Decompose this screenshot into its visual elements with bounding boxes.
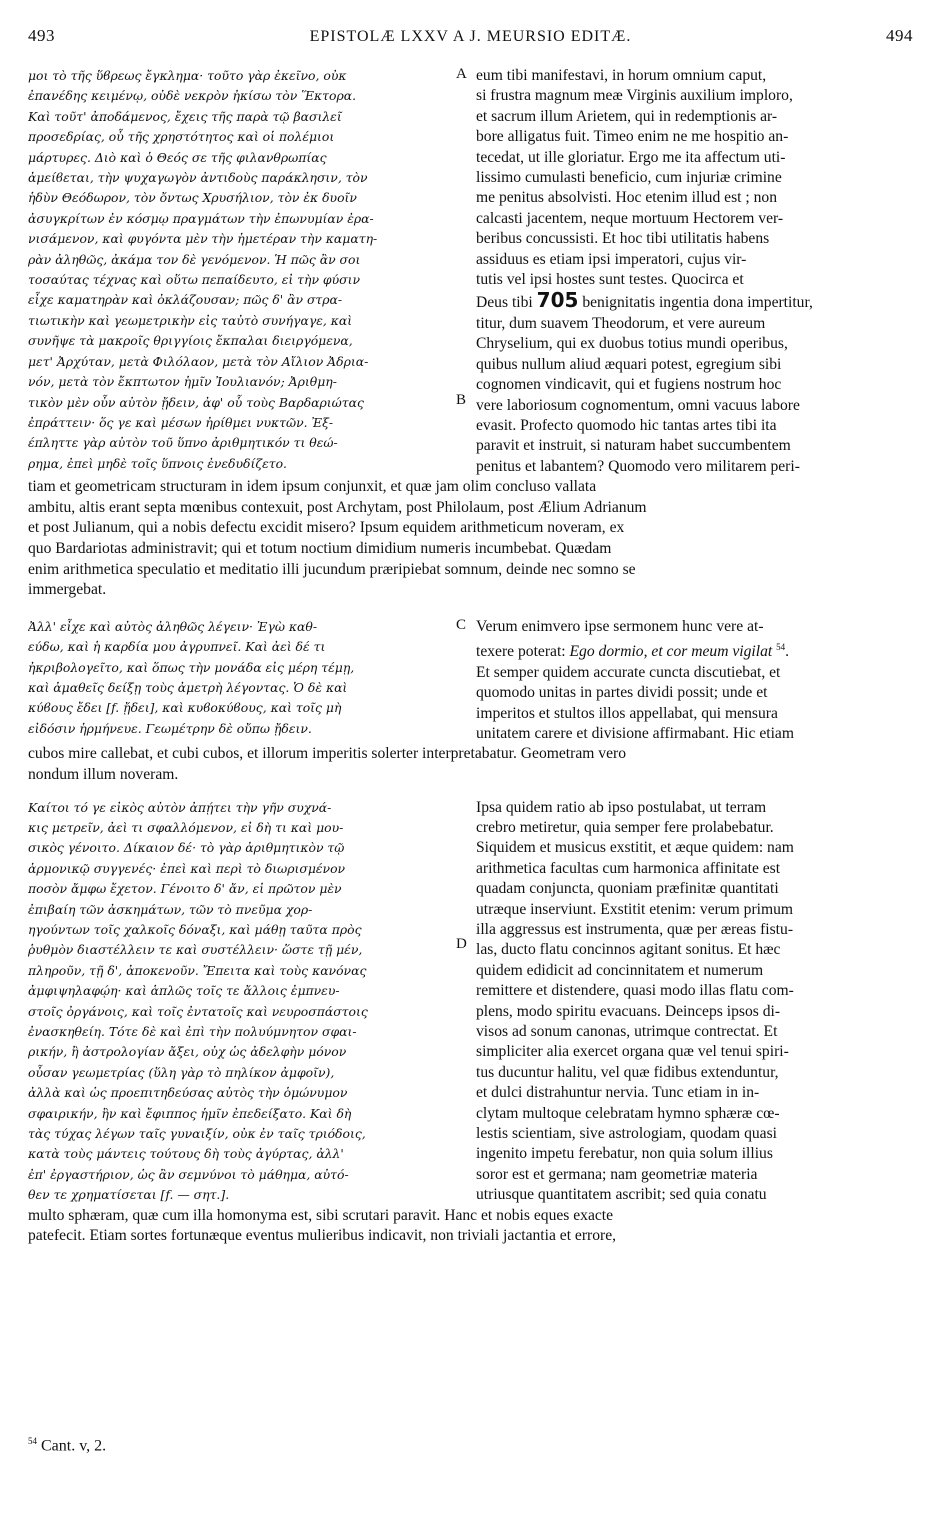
greek-line: ἠκριβολογεῖτο, καὶ ὅπως τὴν μονάδα εἰς μέρη τέμῃ, — [28, 659, 355, 675]
latin-line: me penitus absolvisti. Hoc etenim illud est ; non — [476, 189, 778, 207]
latin-line: crebro metiretur, quia semper fere prolabebatur. — [476, 818, 774, 836]
greek-line: έπληττε γὰρ αὐτὸν τοῦ ὕπνο ἀριθμητικόν τι θεώ- — [28, 435, 338, 451]
full-width-line: multo sphæram, quæ cum illa homonyma est, sibi scrutari paravit. Hanc et nobis eques exacte — [28, 1206, 614, 1224]
latin-line: si frustra magnum meæ Virginis auxilium imploro, — [476, 87, 793, 105]
margin-marker-c: C — [456, 616, 467, 633]
greek-line: θεν τε χρηματίσεται [f. — σητ.]. — [28, 1187, 230, 1203]
latin-line: paravit et instruit, si naturam habet succumbentem — [476, 437, 791, 455]
latin-column — [476, 798, 912, 1206]
greek-line: σφαιρικήν, ἣν καὶ ἔφιππος ἡμῖν ἐπεδείξατο. Καὶ δὴ — [28, 1105, 352, 1121]
latin-column — [476, 66, 912, 477]
full-width-line: patefecit. Etiam sortes fortunæque eventus mulieribus indicavit, non triviali jactantia et errore, — [28, 1227, 617, 1245]
greek-line: Καὶ τοῦτ' ἀποδάμενος, ἔχεις τῆς παρὰ τῷ βασιλεῖ — [28, 108, 342, 124]
greek-column — [28, 798, 458, 1206]
latin-line: quibus nullum aliud æquari potest, egregium sibi — [476, 355, 782, 373]
greek-line: Καίτοι τό γε εἰκὸς αὐτὸν ἀπῄτει τὴν γῆν συχνά- — [28, 799, 332, 815]
latin-text: benignitatis ingentia dona impertitur, — [582, 294, 813, 312]
greek-line: προσεδρίας, οὗ τῆς χρηστότητος καὶ οἱ πολέμιοι — [28, 129, 335, 145]
greek-line: τοσαύτας τέχνας καὶ οὕτω πεπαίδευτο, εἰ τὴν φύσιν — [28, 272, 360, 288]
greek-line: ἀμείϐεται, τὴν ψυχαγωγὸν ἀντιδοὺς παράκλησιν, τὸν — [28, 170, 368, 186]
latin-line: Siquidem et musicus exstitit, et æque quidem: nam — [476, 839, 794, 857]
latin-line: et dulci distrahuntur nervia. Tunc etiam in in- — [476, 1084, 760, 1102]
full-width-line: quo Bardariotas administravit; qui et totum noctium dimidium numeris incumbebat. Quædam — [28, 539, 612, 557]
greek-line: μετ' Ἀρχύταν, μετὰ Φιλόλαον, μετὰ τὸν Αἴλιον Ἀδρια- — [28, 353, 369, 369]
latin-line: titur, dum suavem Theodorum, et vere aureum — [476, 314, 766, 332]
latin-line: et sacrum illum Arietem, qui in redemptionis ar- — [476, 107, 778, 125]
full-width-line: nondum illum noveram. — [28, 765, 179, 783]
greek-line: τιωτικὴν καὶ γεωμετρικὴν εἰς ταὐτὸ συνήγαγε, καὶ — [28, 312, 353, 328]
page-number-right: 494 — [885, 26, 913, 45]
greek-line: ηγούντων τοῖς χαλκοῖς δόναξι, καὶ μάθῃ ταῦτα πρὸς — [28, 921, 362, 937]
latin-line: visos ad sonum canonas, utrimque contrectat. Et — [476, 1022, 778, 1040]
latin-line: Et semper quidem accurate cuncta discutiebat, et — [476, 663, 781, 681]
latin-line: vere laboriosum cognomentum, omni vacuus labore — [476, 396, 800, 414]
latin-line: calcasti jacentem, neque mortuum Hectorem ver- — [476, 209, 784, 227]
latin-line: arithmetica facultas cum harmonica affinitate est — [476, 859, 781, 877]
greek-line: ἀσυγκρίτων ἐν κόσμῳ πραγμάτων τὴν ἐπωνυμίαν ἐρα- — [28, 210, 374, 226]
margin-marker-d: D — [456, 935, 467, 952]
latin-line: soror est et germana; nam geometriæ materia — [476, 1165, 758, 1183]
greek-line: εύδω, καὶ ἡ καρδία μου ἀγρυπνεῖ. Καὶ ἀεὶ δέ τι — [28, 639, 326, 655]
section-1-columns — [28, 66, 913, 477]
page-number-left: 493 — [28, 26, 55, 45]
section-2-columns — [28, 617, 913, 745]
greek-line: ρημα, ἐπεὶ μηδὲ τοῖς ὕπνοις ἐνεδυδίζετο. — [28, 455, 287, 471]
latin-column — [476, 617, 912, 745]
latin-line: penitus et labantem? Quomodo vero militarem peri- — [476, 457, 800, 475]
latin-line: Chryselium, qui ex duobus totius mundi operibus, — [476, 335, 788, 353]
greek-line: ποσὸν ἄμφω ἔχετον. Γένοιτο δ' ἄν, εἰ πρῶτον μὲν — [28, 881, 342, 897]
full-width-line: et post Julianum, qui a nobis defectu excidit misero? Ipsum equidem arithmeticum noveram, ex — [28, 519, 625, 537]
greek-line: τὰς τύχας λέγων ταῖς γυναιξίν, οὐκ ἐν ταῖς τριόδοις, — [28, 1126, 366, 1141]
latin-line: Verum enimvero ipse sermonem hunc vere at- — [476, 617, 764, 635]
latin-line: eum tibi manifestavi, in horum omnium caput, — [476, 67, 767, 84]
greek-line: σικὸς γένοιτο. Δίκαιον δέ· τὸ γὰρ ἀριθμητικὸν τῷ — [28, 840, 345, 856]
latin-line: assiduus es etiam ipsi imperatori, cujus vir- — [476, 250, 747, 268]
greek-line: καὶ ἀμαθεῖς δείξῃ τοὺς ἀμετρὴ λέγοντας. Ὁ δὲ καὶ — [28, 679, 348, 695]
latin-line: tutis vel ipsi hostes sunt testes. Quocirca et — [476, 271, 744, 289]
greek-line: συνῆψε τὰ μακροῖς θριγγίοις ἔκπαλαι διειργόμενα, — [28, 333, 353, 349]
greek-column — [28, 617, 458, 745]
page — [28, 26, 913, 1516]
greek-line: οὖσαν γεωμετρίας (ὕλη γὰρ τὸ πηλίκον ἀμφοῖν), — [28, 1064, 335, 1080]
latin-line: illa aggressus est instrumenta, quæ per æreas fistu- — [476, 920, 794, 938]
latin-text: Deus tibi — [476, 294, 533, 312]
latin-line: tecedat, ut ille gloriatur. Ergo me ita affectum uti- — [476, 148, 786, 166]
section-3-full-width-text — [28, 1206, 913, 1247]
greek-line: πληροῦν, τῇ δ', ἀποκενοῦν. Ἔπειτα καὶ τοὺς κανόνας — [28, 962, 367, 978]
scripture-quote: Ego dormio, et cor meum vigilat — [569, 643, 773, 661]
greek-line: κύϐους ἔδει [f. ᾔδει], καὶ κυϐοκύϐους, καὶ τοῖς μὴ — [28, 700, 342, 716]
latin-line: lestis scientiam, sive astrologiam, quodam quasi — [476, 1125, 777, 1142]
section-3-columns — [28, 798, 913, 1206]
latin-line: remittere et distendere, quasi modo illas flatu com- — [476, 982, 794, 1000]
latin-line: utræque inserviunt. Exstitit etenim: verum primum — [476, 900, 794, 918]
footnote-text: Cant. v, 2. — [41, 1437, 107, 1455]
latin-line: cognomen vindicavit, qui et fugiens nostrum hoc — [476, 376, 782, 394]
greek-line: ἀλλὰ καὶ ὡς προεπιτηδεύσας αὐτὸς τὴν ὁμώνυμον — [28, 1085, 348, 1101]
greek-line: μάρτυρες. Διὸ καὶ ὁ Θεός σε τῆς φιλανθρωπίας — [28, 149, 327, 165]
latin-line: Ipsa quidem ratio ab ipso postulabat, ut terram — [476, 798, 767, 816]
greek-line: στοῖς ὀργάνοις, καὶ τοῖς ἐντατοῖς καὶ νευροσπάστοις — [28, 1003, 368, 1019]
full-width-line: tiam et geometricam structuram in idem ipsum conjunxit, et quæ jam olim concluso vallata — [28, 478, 597, 496]
greek-line: ἐπανέδης κειμένῳ, οὐδὲ νεκρὸν ἠκίσω τὸν Ἕκτορα. — [28, 88, 357, 104]
latin-line: ingenito impetu ferebatur, non quia solum illius — [476, 1145, 773, 1163]
column-number: 705 — [536, 290, 579, 313]
greek-line: νισάμενον, καὶ φυγόντα μὲν τὴν ἡμετέραν τὴν καματη- — [28, 231, 378, 247]
greek-line: ρὰν ἀληθῶς, ἀκάμα τον δὲ γενόμενον. Ἡ πῶς ἂν σοι — [28, 251, 361, 267]
latin-line: tus ducuntur halitu, vel quæ fidibus extenduntur, — [476, 1063, 779, 1081]
greek-line: ἡδὺν Θεόδωρον, τὸν ὄντως Χρυσήλιον, τὸν ἐκ δυοῖν — [28, 190, 357, 206]
latin-line: plens, modo spiritu evacuans. Deinceps ipsos di- — [476, 1002, 781, 1020]
latin-line: clytam multoque celebratam hymno sphæræ cœ- — [476, 1104, 780, 1122]
full-width-line: ambitu, altis erant septa mœnibus contexuit, post Archytam, post Philolaum, post Ælium Adrianum — [28, 498, 647, 516]
greek-line: εἶχε καματηρὰν καὶ ὀκλάζουσαν; πῶς δ' ἂν στρα- — [28, 292, 343, 308]
greek-line: νόν, μετὰ τὸν ἔκπτωτον ἡμῖν Ἰουλιανόν; Ἀριθμη- — [28, 374, 337, 390]
section-2-full-width-text — [28, 744, 913, 785]
full-width-line: cubos mire callebat, et cubi cubos, et illorum imperitis solerter interpretabatur. Geometram vero — [28, 745, 626, 763]
footnote — [28, 1436, 106, 1455]
greek-line: τικὸν μὲν οὖν αὐτὸν ᾔδειν, ἀφ' οὗ τοὺς Βαρδαριώτας — [28, 394, 364, 410]
latin-line: bore alligatus fuit. Timeo enim ne me hospitio an- — [476, 128, 789, 146]
latin-line — [476, 290, 912, 313]
greek-line: Ἀλλ' εἶχε καὶ αὐτὸς ἀληθῶς λέγειν· Ἐγὼ καθ- — [28, 618, 318, 634]
latin-line: quadam conjuncta, quoniam præfinitæ quantitati — [476, 880, 779, 898]
latin-line: simpliciter alia exercet organa quæ vel tenui spiri- — [476, 1043, 789, 1061]
greek-line: ἐνασκηθείη. Τότε δὲ καὶ ἐπὶ τὴν πολυύμνητον σφαι- — [28, 1023, 357, 1039]
greek-line: μοι τὸ τῆς ὕϐρεως ἔγκλημα· τοῦτο γὰρ ἐκεῖνο, οὐκ — [28, 68, 347, 83]
greek-line: ἀμφιψηλαφῴη· καὶ ἁπλῶς τοῖς τε ἄλλοις ἐμπνευ- — [28, 983, 340, 999]
latin-line: evasit. Profecto quomodo hic tantas artes tibi ita — [476, 416, 777, 434]
margin-marker-b: B — [456, 392, 467, 408]
latin-line: las, ducto flatu concinnos agitant sonitus. Et hæc — [476, 941, 781, 959]
greek-line: κις μετρεῖν, ἀεὶ τι σφαλλόμενον, εἰ δὴ τι καὶ μου- — [28, 819, 344, 835]
greek-line: ρικήν, ἢ ἀστρολογίαν ἄξει, οὐχ ὡς ἀδελφὴν μόνον — [28, 1044, 347, 1060]
greek-line: κατὰ τοὺς μάντεις τούτους δὴ τοὺς ἀγύρτας, ἀλλ' — [28, 1146, 344, 1162]
running-title: EPISTOLÆ LXXV A J. MEURSIO EDITÆ. — [309, 28, 632, 45]
greek-line: ἐπράττειν· ὅς γε καὶ μέσων ἠρίθμει νυκτῶν. Ἐξ- — [28, 414, 334, 430]
latin-line: unitatem carere et divisione affirmabant. Hic etiam — [476, 724, 794, 742]
greek-line: ἁρμονικῷ συγγενές· ἐπεὶ καὶ περὶ τὸ διωρισμένον — [28, 860, 346, 876]
greek-column — [28, 66, 458, 477]
greek-line: εἰδόσιν ἡρμήνευε. Γεωμέτρην δὲ οὔπω ᾔδειν. — [28, 720, 312, 736]
latin-line: beribus concussisti. Et hoc tibi utilitatis habens — [476, 230, 770, 248]
latin-line: quomodo unitas in partes dividi possit; unde et — [476, 684, 768, 702]
latin-line: texere poterat: Ego dormio, et cor meum vigilat $^{54}$. — [476, 642, 790, 661]
section-1-full-width-text — [28, 477, 913, 601]
latin-line: imperitos et stultos illos appellabat, qui mensura — [476, 704, 778, 722]
greek-line: ῥυθμὸν διαστέλλειν τε καὶ συστέλλειν· ὥστε τῇ μέν, — [28, 942, 363, 958]
margin-marker-a: A — [456, 66, 467, 82]
full-width-line: immergebat. — [28, 581, 107, 599]
greek-line: ἐπ' ἐργαστήριον, ὡς ἂν σεμνύνοι τὸ μάθημα, αὐτό- — [28, 1166, 349, 1182]
latin-text: texere poterat: — [476, 643, 566, 661]
footnote-number: 54 — [28, 1436, 37, 1446]
footnote-ref: 54 — [776, 642, 786, 653]
running-header — [28, 26, 913, 50]
latin-line: utriusque quantitatem ascribit; sed quia conatu — [476, 1186, 767, 1204]
latin-line: lissimo cumulasti beneficio, cum injuriæ crimine — [476, 169, 782, 187]
full-width-line: enim arithmetica speculatio et meditatio illi jucundum præripiebat somnum, deinde nec somno se — [28, 560, 636, 578]
latin-line: quidem edidicit ad concinnitatem et numerum — [476, 961, 764, 979]
greek-line: ἐπιβαίη τῶν ἀσκημάτων, τῶν τὸ πνεῦμα χορ- — [28, 901, 313, 917]
